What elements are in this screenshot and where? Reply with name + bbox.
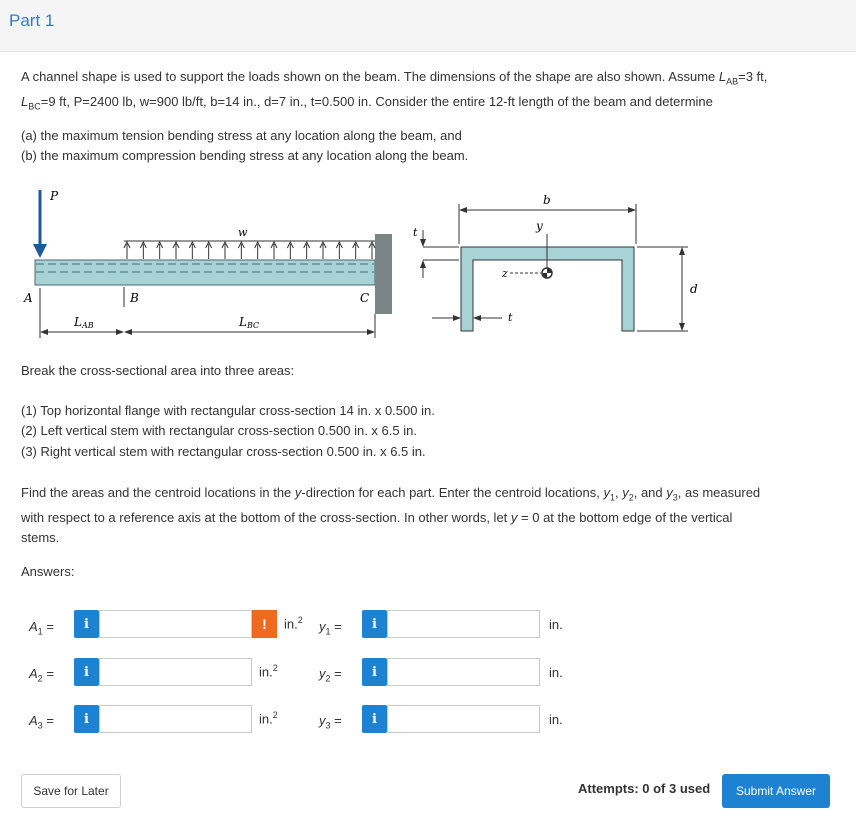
label-LAB: LAB	[74, 315, 94, 330]
save-for-later-button[interactable]: Save for Later	[21, 774, 121, 808]
centroid-marker	[542, 268, 552, 278]
area-1-description: (1) Top horizontal flange with rectangular cross-section 14 in. x 0.500 in.	[21, 403, 435, 418]
label-C: C	[360, 291, 370, 305]
label-d: d	[690, 282, 698, 296]
area-2-input[interactable]	[99, 658, 252, 686]
info-icon[interactable]: i	[362, 658, 387, 686]
area-1-unit: in.$^2$	[284, 615, 303, 632]
label-z: z	[502, 267, 508, 280]
area-2-label: $A_2$ =	[29, 666, 54, 684]
y-2-input[interactable]	[387, 658, 540, 686]
beam-and-section-diagram	[20, 180, 700, 340]
area-3-unit: in.$^2$	[259, 710, 278, 727]
y-3-input[interactable]	[387, 705, 540, 733]
area-3-label: $A_3$ =	[29, 713, 54, 731]
info-icon[interactable]: i	[362, 705, 387, 733]
label-y: y	[536, 219, 543, 233]
label-LBC: LBC	[239, 315, 260, 330]
y-1-unit: in.	[549, 617, 563, 632]
area-3-input[interactable]	[99, 705, 252, 733]
find-instruction: Find the areas and the centroid locations in the y-direction for each part. Enter the centroid locations, $y_1$, $y_2$, and $y_3$, as measured with respect to a reference axis at the bottom of the cross-section. In other words, let y = 0 at the bottom edge of the vertical stems.	[21, 485, 761, 545]
y-3-label: $y_3$ =	[319, 713, 342, 731]
part-header	[0, 0, 856, 52]
y-2-unit: in.	[549, 665, 563, 680]
break-instruction: Break the cross-sectional area into three areas:	[21, 363, 295, 378]
info-icon[interactable]: i	[362, 610, 387, 638]
submit-answer-button[interactable]: Submit Answer	[722, 774, 830, 808]
label-P: P	[50, 189, 59, 203]
y-2-label: $y_2$ =	[319, 666, 342, 684]
distributed-load	[124, 241, 375, 259]
label-t-top: t	[413, 226, 418, 239]
attempts-counter: Attempts: 0 of 3 used	[578, 781, 711, 796]
label-B: B	[130, 291, 139, 305]
problem-statement: A channel shape is used to support the loads shown on the beam. The dimensions of the shape are also shown. Assume $L_{AB}=3$ ft, $L_{BC}=9$ ft, P=2400 lb, w=900 lb/ft, b=14 in., d=7 in., t=0.500 in. Consider the entire 12-ft length of the beam and determine	[21, 69, 768, 112]
question-part-b: (b) the maximum compression bending stress at any location along the beam.	[21, 148, 469, 163]
fixed-wall	[375, 234, 392, 314]
info-icon[interactable]: i	[74, 658, 99, 686]
area-3-description: (3) Right vertical stem with rectangular cross-section 0.500 in. x 6.5 in.	[21, 444, 426, 459]
label-t-stem: t	[508, 311, 513, 324]
beam	[35, 260, 375, 285]
point-load-arrow	[33, 190, 47, 258]
area-2-unit: in.$^2$	[259, 663, 278, 680]
part-title: Part 1	[9, 11, 55, 30]
info-icon[interactable]: i	[74, 705, 99, 733]
area-1-label: $A_1$ =	[29, 619, 54, 637]
label-w: w	[238, 226, 248, 239]
area-2-description: (2) Left vertical stem with rectangular cross-section 0.500 in. x 6.5 in.	[21, 423, 417, 438]
warning-icon[interactable]: !	[252, 610, 277, 638]
y-1-input[interactable]	[387, 610, 540, 638]
question-part-a: (a) the maximum tension bending stress at any location along the beam, and	[21, 128, 462, 143]
label-A: A	[24, 291, 33, 305]
area-1-input[interactable]	[99, 610, 252, 638]
y-1-label: $y_1$ =	[319, 619, 342, 637]
label-b: b	[543, 193, 551, 207]
info-icon[interactable]: i	[74, 610, 99, 638]
answers-heading: Answers:	[21, 564, 75, 579]
y-3-unit: in.	[549, 712, 563, 727]
